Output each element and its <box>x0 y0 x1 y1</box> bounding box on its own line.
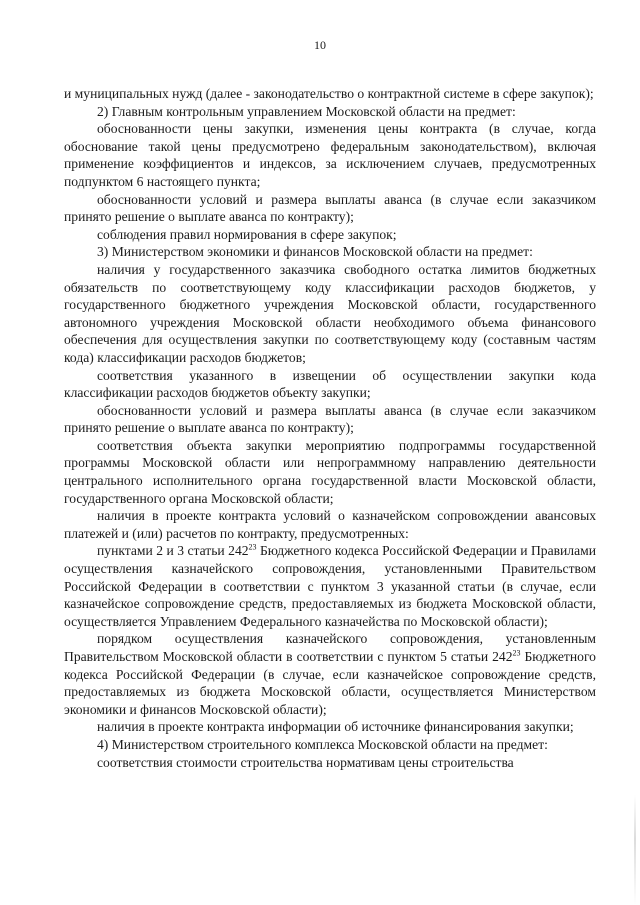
paragraph-item-2: 2) Главным контрольным управлением Московской области на предмет: <box>97 103 516 119</box>
paragraph: обоснованности цены закупки, изменения цены контракта (в случае, когда обоснование такой цены предусмотрено федеральным законодательством), включая применение коэффициентов и индексов, за исключением случаев, предусмотренных подпунктом 6 настоящего пункта; <box>64 121 596 189</box>
paragraph: наличия в проекте контракта информации об источнике финансирования закупки; <box>97 719 574 735</box>
paragraph: соответствия объекта закупки мероприятию подпрограммы государственной программы Московской области или непрограммному направлению деятельности центрального исполнительного органа государственной власти Московской области, государственного органа Московской области; <box>64 437 596 506</box>
page-number: 10 <box>314 38 326 52</box>
paragraph-with-superscript <box>64 630 596 718</box>
paragraph-text: пунктами 2 и 3 статьи 242 <box>97 543 249 559</box>
paragraph: наличия в проекте контракта условий о казначейском сопровождении авансовых платежей и (или) расчетов по контракту, предусмотренных: <box>64 508 596 541</box>
superscript: 23 <box>248 542 257 552</box>
paragraph-text: порядком осуществления казначейского сопровождения, установленным Правительством Московской области в соответствии с пунктом 5 статьи 242 <box>64 631 596 664</box>
paragraph: обоснованности условий и размера выплаты аванса (в случае если заказчиком принято решение о выплате аванса по контракту); <box>64 191 596 225</box>
document-body <box>64 85 596 771</box>
paragraph-item-4: 4) Министерством строительного комплекса Московской области на предмет: <box>97 736 548 752</box>
paragraph-text: Бюджетного кодекса Российской Федерации и Правилами осуществления казначейского сопровождения, установленными Правительством Российской Федерации в соответствии с пунктом 3 указанной статьи (в случае, если казначейское сопровождение средств, предоставляемых из бюджета Московской области, осуществляется Управлением Федерального казначейства по Московской области); <box>64 543 597 629</box>
superscript: 23 <box>512 648 521 658</box>
paragraph: соответствия стоимости строительства нормативам цены строительства <box>97 754 514 770</box>
paragraph-text: Бюджетного кодекса Российской Федерации (в случае, если казначейское сопровождение средств, предоставляемых из бюджета Московской области, осуществляется Министерством экономики и финансов Московской области); <box>64 649 596 717</box>
paragraph: соблюдения правил нормирования в сфере закупок; <box>97 226 397 242</box>
paragraph-with-superscript <box>64 542 596 630</box>
paragraph-item-3: 3) Министерством экономики и финансов Московской области на предмет: <box>97 244 533 260</box>
paragraph: наличия у государственного заказчика свободного остатка лимитов бюджетных обязательств по соответствующему коду классификации расходов бюджетов, у государственного бюджетного учреждения Московской области, государственного автономного учреждения Московской области необходимого объема финансового обеспечения для осуществления закупки по соответствующему коду (составным частям кода) классификации расходов бюджетов; <box>64 261 596 365</box>
paragraph: соответствия указанного в извещении об осуществлении закупки кода классификации расходов бюджетов объекту закупки; <box>64 367 596 401</box>
scan-edge-mark <box>634 795 636 905</box>
paragraph-continuation: и муниципальных нужд (далее - законодательство о контрактной системе в сфере закупок); <box>64 86 594 101</box>
paragraph: обоснованности условий и размера выплаты аванса (в случае если заказчиком принято решение о выплате аванса по контракту); <box>64 402 596 436</box>
